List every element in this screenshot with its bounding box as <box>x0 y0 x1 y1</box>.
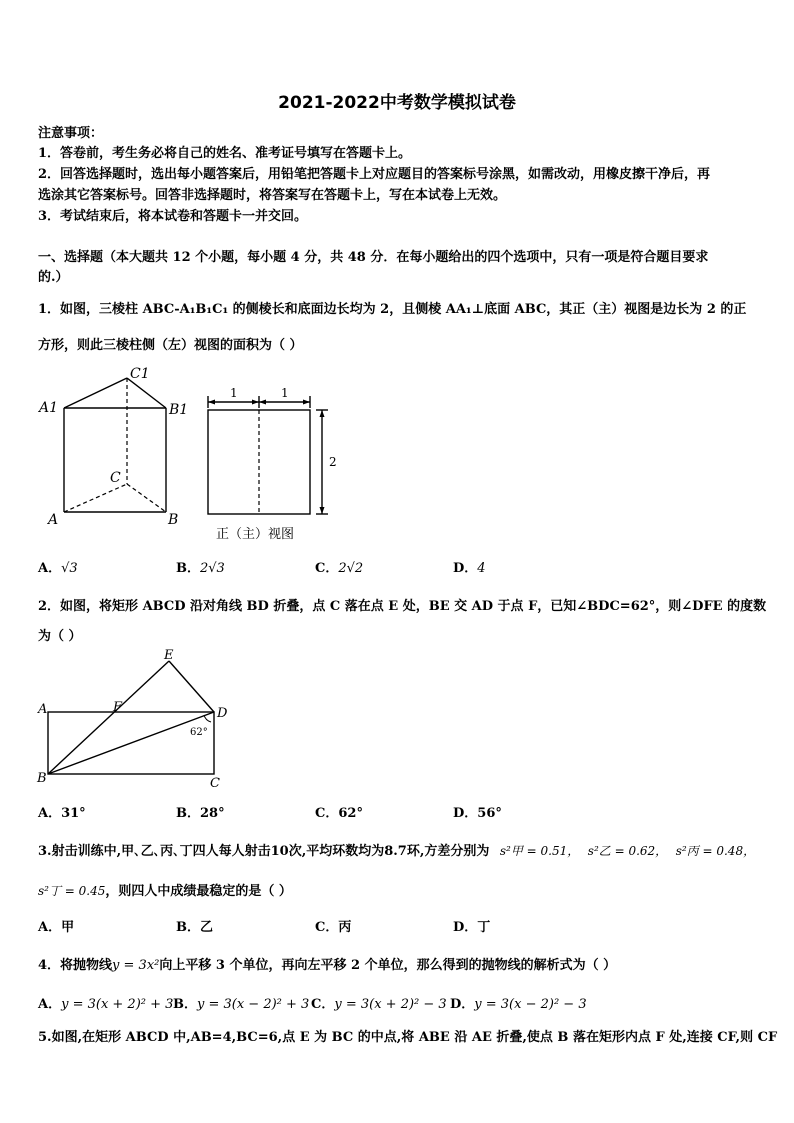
q1-label-b1: B1 <box>169 402 189 418</box>
q2-stem-cont: 为（ ） <box>38 629 82 644</box>
q1-dim-left: 1 <box>230 386 238 400</box>
q1-option-b-letter: B． <box>176 561 200 576</box>
q1-label-a: A <box>48 512 59 528</box>
q4-option-c[interactable] <box>311 993 447 1012</box>
q1-option-d-letter: D． <box>453 561 478 576</box>
q2-option-d-letter: D． <box>453 806 478 821</box>
notice-item-1: 1．答卷前，考生务必将自己的姓名、准考证号填写在答题卡上。 <box>38 146 412 161</box>
q1-option-a-text: √3 <box>61 561 78 576</box>
q2-option-a[interactable] <box>38 802 86 821</box>
q3-option-d-letter: D． <box>453 920 478 935</box>
q4-option-c-letter: C． <box>311 997 335 1012</box>
q2-option-b-text: 28° <box>200 806 225 821</box>
q3-option-d[interactable] <box>453 916 490 935</box>
q1-option-b-text: 2√3 <box>200 561 225 576</box>
q3-stem-text: 3.射击训练中,甲､乙､丙､丁四人每人射击10次,平均环数均为8.7环,方差分别为 <box>38 844 490 859</box>
q1-stem-cont: 方形，则此三棱柱侧（左）视图的面积为（ ） <box>38 338 303 353</box>
q4-option-d[interactable] <box>450 993 587 1012</box>
q2-option-d-text: 56° <box>477 806 502 821</box>
q2-label-d: D <box>217 706 228 721</box>
notice-item-2: 2．回答选择题时，选出每小题答案后，用铅笔把答题卡上对应题目的答案标号涂黑，如需改动，用橡皮擦干净后，再 <box>38 167 711 182</box>
q2-option-b-letter: B． <box>176 806 200 821</box>
q4-option-a-text: y = 3(x + 2)² + 3 <box>61 997 174 1012</box>
q2-angle-label: 62° <box>190 727 208 738</box>
q2-label-a: A <box>38 702 48 717</box>
q3-variance-ding: s²丁 = 0.45 <box>38 884 106 898</box>
q1-label-c1: C1 <box>130 366 150 382</box>
q4-option-c-text: y = 3(x + 2)² − 3 <box>334 997 447 1012</box>
q2-label-b: B <box>37 771 47 786</box>
q3-option-a-letter: A． <box>38 920 62 935</box>
q3-option-b[interactable] <box>176 916 213 935</box>
q2-option-d[interactable] <box>453 802 502 821</box>
q5-stem: 5.如图,在矩形 ABCD 中,AB=4,BC=6,点 E 为 BC 的中点,将 ABE 沿 AE 折叠,使点 B 落在矩形内点 F 处,连接 CF,则 CF <box>38 1030 778 1045</box>
q2-label-e: E <box>164 648 174 663</box>
q1-figure-caption: 正（主）视图 <box>216 527 295 542</box>
q2-figure <box>36 645 236 793</box>
q3-option-c[interactable] <box>315 916 351 935</box>
q1-option-b[interactable] <box>176 557 225 576</box>
section-heading-cont: 的.） <box>38 270 69 285</box>
q1-option-c-text: 2√2 <box>338 561 364 576</box>
q1-option-c[interactable] <box>315 557 363 576</box>
section-heading: 一、选择题（本大题共 12 个小题，每小题 4 分，共 48 分．在每小题给出的四个选项中，只有一项是符合题目要求 <box>38 250 709 265</box>
q4-option-d-letter: D． <box>450 997 475 1012</box>
q4-option-a[interactable] <box>38 993 173 1012</box>
q1-option-d[interactable] <box>453 557 486 576</box>
q3-variance-yi: s²乙 = 0.62， <box>587 844 668 858</box>
q3-variance-bing: s²丙 = 0.48， <box>675 844 756 858</box>
q1-label-a1: A1 <box>39 400 59 416</box>
notice-heading: 注意事项： <box>38 126 104 141</box>
q1-option-a[interactable] <box>38 557 78 576</box>
q1-option-a-letter: A． <box>38 561 62 576</box>
page-title: 2021-2022中考数学模拟试卷 <box>278 93 516 113</box>
q2-option-b[interactable] <box>176 802 225 821</box>
q1-label-b: B <box>168 512 179 528</box>
q3-variance-jia: s²甲 = 0.51， <box>499 844 580 858</box>
q2-option-a-letter: A． <box>38 806 62 821</box>
q3-option-a-text: 甲 <box>61 920 75 935</box>
q3-option-b-letter: B． <box>176 920 200 935</box>
q3-option-a[interactable] <box>38 916 74 935</box>
q3-option-c-text: 丙 <box>338 920 352 935</box>
q3-option-c-letter: C． <box>315 920 339 935</box>
q2-option-c-text: 62° <box>338 806 363 821</box>
q1-figure <box>36 362 356 547</box>
q3-option-d-text: 丁 <box>477 920 491 935</box>
q4-stem <box>38 954 616 973</box>
q4-option-b[interactable] <box>173 993 309 1012</box>
q4-option-b-text: y = 3(x − 2)² + 3 <box>197 997 310 1012</box>
q4-stem-a: 4．将抛物线 <box>38 958 113 973</box>
q4-option-a-letter: A． <box>38 997 62 1012</box>
q2-label-c: C <box>210 776 220 791</box>
q1-label-c: C <box>110 470 121 486</box>
q4-option-b-letter: B． <box>173 997 197 1012</box>
q3-option-b-text: 乙 <box>200 920 214 935</box>
q2-option-c[interactable] <box>315 802 363 821</box>
notice-item-2-cont: 选涂其它答案标号。回答非选择题时，将答案写在答题卡上，写在本试卷上无效。 <box>38 188 507 203</box>
q2-option-a-text: 31° <box>61 806 86 821</box>
q1-dim-right: 1 <box>281 386 289 400</box>
q1-option-c-letter: C． <box>315 561 339 576</box>
q4-option-d-text: y = 3(x − 2)² − 3 <box>474 997 587 1012</box>
notice-item-3: 3．考试结束后，将本试卷和答题卡一并交回。 <box>38 209 308 224</box>
q2-option-c-letter: C． <box>315 806 339 821</box>
q1-option-d-text: 4 <box>477 561 486 576</box>
q4-stem-b: 向上平移 3 个单位，再向左平移 2 个单位，那么得到的抛物线的解析式为（ ） <box>159 958 617 973</box>
q2-label-f: F <box>113 700 123 715</box>
q1-dim-height: 2 <box>329 455 337 469</box>
q4-stem-math: y = 3x² <box>112 958 160 973</box>
q3-stem-cont <box>38 880 292 899</box>
q3-stem <box>38 840 755 859</box>
q3-stem-cont-text: ，则四人中成绩最稳定的是（ ） <box>105 884 292 899</box>
q2-stem: 2．如图，将矩形 ABCD 沿对角线 BD 折叠，点 C 落在点 E 处，BE 交 AD 于点 F，已知∠BDC=62°，则∠DFE 的度数 <box>38 599 767 614</box>
q1-stem: 1．如图，三棱柱 ABC-A₁B₁C₁ 的侧棱长和底面边长均为 2，且侧棱 AA₁⊥底面 ABC，其正（主）视图是边长为 2 的正 <box>38 302 747 317</box>
